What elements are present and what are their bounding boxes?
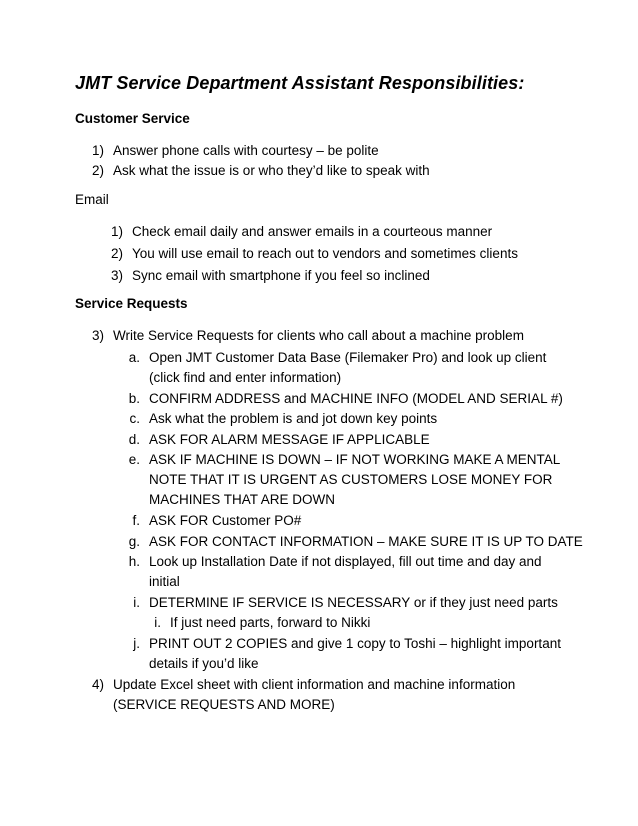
sub-list-item <box>128 450 561 470</box>
list-item-text: Open JMT Customer Data Base (Filemaker Pro) and look up client <box>149 350 547 365</box>
list-item-text: Check email daily and answer emails in a courteous manner <box>132 224 493 239</box>
list-item-text: Ask what the problem is and jot down key points <box>149 411 438 426</box>
list-item-text: CONFIRM ADDRESS and MACHINE INFO (MODEL AND SERIAL #) <box>149 391 563 406</box>
list-item-text: Look up Installation Date if not displayed, fill out time and day and <box>149 554 542 569</box>
list-marker: c. <box>129 411 140 426</box>
list-marker: g. <box>128 534 140 549</box>
list-item-text: PRINT OUT 2 COPIES and give 1 copy to Toshi – highlight important <box>149 636 561 651</box>
list-item-continuation: initial <box>149 574 180 589</box>
list-item-continuation: details if you’d like <box>149 656 259 671</box>
list-marker: 3) <box>91 328 104 343</box>
service-requests-heading: Service Requests <box>75 296 188 311</box>
sub-list-item <box>132 511 302 531</box>
email-heading: Email <box>75 192 109 207</box>
list-item-text: Write Service Requests for clients who call about a machine problem <box>113 328 524 343</box>
list-item-continuation: MACHINES THAT ARE DOWN <box>149 492 336 507</box>
page-title: JMT Service Department Assistant Responsibilities: <box>75 73 525 93</box>
list-marker: d. <box>128 432 140 447</box>
list-item-text: If just need parts, forward to Nikki <box>170 615 371 630</box>
list-marker: 1) <box>91 143 104 158</box>
list-item-text: ASK FOR Customer PO# <box>149 513 302 528</box>
list-item <box>91 141 379 161</box>
list-item-text: ASK IF MACHINE IS DOWN – IF NOT WORKING MAKE A MENTAL <box>149 452 561 467</box>
list-item <box>110 222 493 242</box>
list-marker: i. <box>154 615 161 630</box>
sub-list-item <box>133 593 558 613</box>
list-item-continuation: (SERVICE REQUESTS AND MORE) <box>113 697 335 712</box>
list-marker: i. <box>133 595 140 610</box>
list-marker: h. <box>128 554 140 569</box>
list-item-text: Sync email with smartphone if you feel so inclined <box>132 268 430 283</box>
list-item-continuation: (click find and enter information) <box>149 370 342 385</box>
list-marker: b. <box>128 391 140 406</box>
sub-list-item <box>133 634 561 654</box>
customer-service-heading: Customer Service <box>75 111 190 126</box>
sub-list-item <box>129 409 438 429</box>
sub-list-item <box>128 532 583 552</box>
list-item <box>91 161 430 181</box>
sub-list-item <box>128 552 542 572</box>
sub-list-item <box>128 389 563 409</box>
list-item-text: ASK FOR ALARM MESSAGE IF APPLICABLE <box>149 432 430 447</box>
list-marker: e. <box>128 452 140 467</box>
sub-list-item <box>128 348 547 368</box>
list-item-text: You will use email to reach out to vendors and sometimes clients <box>132 246 518 261</box>
list-item-text: ASK FOR CONTACT INFORMATION – MAKE SURE IT IS UP TO DATE <box>149 534 583 549</box>
list-item-text: Update Excel sheet with client information and machine information <box>113 677 516 692</box>
list-marker: j. <box>133 636 140 651</box>
list-item <box>91 675 516 695</box>
sub-list-item <box>128 430 430 450</box>
list-marker: 1) <box>110 224 123 239</box>
list-item-text: DETERMINE IF SERVICE IS NECESSARY or if they just need parts <box>149 595 558 610</box>
list-item-continuation: NOTE THAT IT IS URGENT AS CUSTOMERS LOSE MONEY FOR <box>149 472 553 487</box>
list-item <box>91 326 524 346</box>
list-marker: f. <box>132 513 140 528</box>
list-marker: 2) <box>91 163 104 178</box>
sub-sub-list-item <box>154 613 371 633</box>
list-marker: 3) <box>110 268 123 283</box>
list-item <box>110 244 518 264</box>
list-marker: 2) <box>110 246 123 261</box>
list-item-text: Ask what the issue is or who they’d like to speak with <box>113 163 430 178</box>
list-marker: a. <box>128 350 140 365</box>
list-item-text: Answer phone calls with courtesy – be polite <box>113 143 379 158</box>
list-marker: 4) <box>91 677 104 692</box>
list-item <box>110 266 430 286</box>
